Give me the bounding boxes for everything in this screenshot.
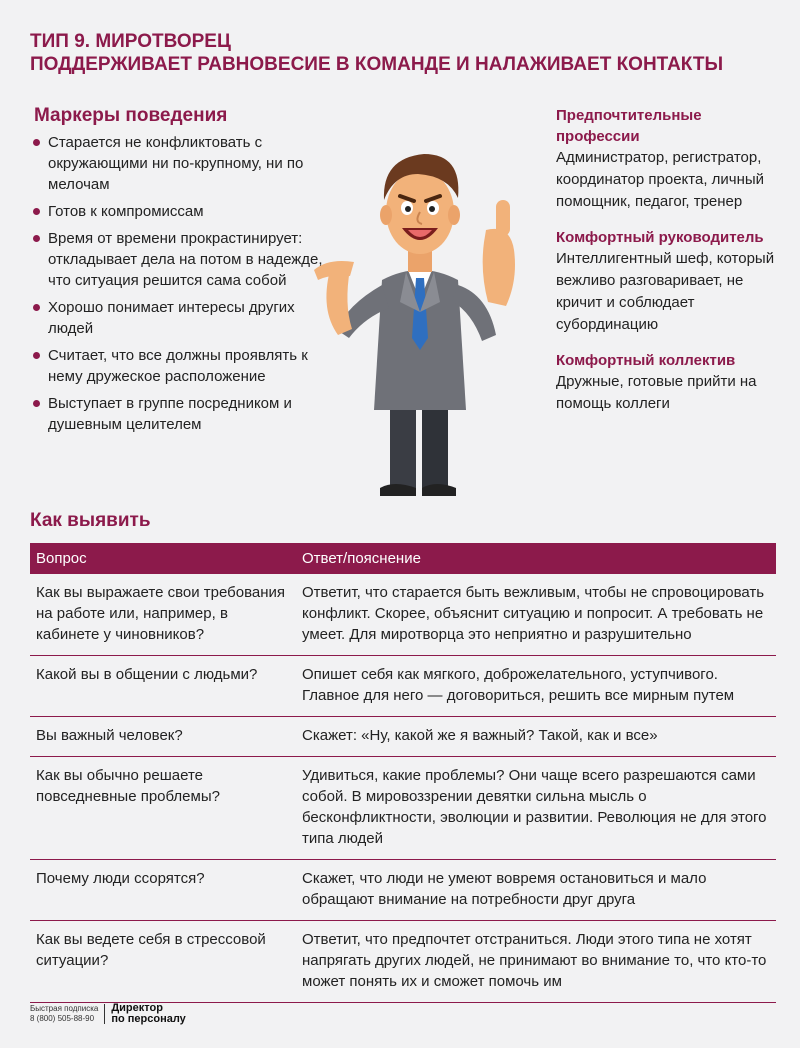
table-row (30, 656, 776, 717)
how-heading: Как выявить (30, 510, 151, 531)
question-cell: Вы важный человек? (30, 717, 296, 757)
answer-cell: Скажет: «Ну, какой же я важный? Такой, как и все» (296, 717, 776, 757)
table-row (30, 921, 776, 1003)
bullet-icon (33, 235, 40, 242)
brand-logo: Директор по персоналу (111, 1002, 186, 1025)
table-row (30, 717, 776, 757)
question-cell: Как вы обычно решаете повседневные проблемы? (30, 757, 296, 860)
footer-divider (104, 1004, 105, 1024)
bullet-icon (33, 208, 40, 215)
question-cell: Как вы ведете себя в стрессовой ситуации? (30, 921, 296, 1003)
answer-cell: Ответит, что старается быть вежливым, чтобы не спровоцировать конфликт. Скорее, объяснит ситуацию и попросит. А требовать не умеет. Для миротворца это неприятно и разрушительно (296, 574, 776, 656)
marker-item: Старается не конфликтовать с окружающими ни по-крупному, ни по мелочам (30, 132, 330, 195)
bullet-icon (33, 139, 40, 146)
team-heading: Комфортный коллектив (556, 352, 736, 369)
table-row (30, 860, 776, 921)
marker-item: Время от времени прокрастинирует: откладывает дела на потом в надежде, что ситуация решится сама собой (30, 228, 330, 291)
professions-heading: Предпочтительные профессии (556, 107, 702, 145)
marker-item: Готов к компромиссам (30, 201, 330, 222)
answer-cell: Опишет себя как мягкого, доброжелательного, уступчивого. Главное для него — договориться, решить все мирным путем (296, 656, 776, 717)
markers-list (30, 132, 330, 441)
bullet-icon (33, 304, 40, 311)
table-header-row (30, 543, 776, 574)
title-line-2: ПОДДЕРЖИВАЕТ РАВНОВЕСИЕ В КОМАНДЕ И НАЛАЖИВАЕТ КОНТАКТЫ (30, 54, 724, 75)
column-header-question: Вопрос (30, 543, 296, 574)
column-header-answer: Ответ/пояснение (296, 543, 776, 574)
bullet-icon (33, 352, 40, 359)
team-text: Дружные, готовые прийти на помощь коллеги (556, 373, 757, 412)
question-cell: Как вы выражаете свои требования на работе или, например, в кабинете у чиновников? (30, 574, 296, 656)
markers-heading: Маркеры поведения (34, 105, 228, 126)
question-cell: Какой вы в общении с людьми? (30, 656, 296, 717)
answer-cell: Удивиться, какие проблемы? Они чаще всего разрешаются сами собой. В мировоззрении девятки сильна мысль о бесконфликтности, эволюции и развитии. Революция не для этого типа людей (296, 757, 776, 860)
table-row (30, 757, 776, 860)
marker-item: Выступает в группе посредником и душевным целителем (30, 393, 330, 435)
title-line-1: ТИП 9. МИРОТВОРЕЦ (30, 31, 231, 52)
answer-cell: Ответит, что предпочтет отстраниться. Люди этого типа не хотят напрягать других людей, не принимают во внимание то, что кто-то может понять их и сможет помочь им (296, 921, 776, 1003)
bullet-icon (33, 400, 40, 407)
manager-heading: Комфортный руководитель (556, 229, 764, 246)
subscription-info (30, 1004, 98, 1024)
subscription-label: Быстрая подписка (30, 1004, 99, 1013)
marker-item: Хорошо понимает интересы других людей (30, 297, 330, 339)
answer-cell: Скажет, что люди не умеют вовремя остановиться и мало обращают внимание на потребности друг друга (296, 860, 776, 921)
professions-text: Администратор, регистратор, координатор проекта, личный помощник, педагог, тренер (556, 149, 765, 210)
manager-text: Интеллигентный шеф, который вежливо разговаривает, не кричит и соблюдает субординацию (556, 250, 775, 333)
businessman-illustration (310, 120, 530, 510)
question-cell: Почему люди ссорятся? (30, 860, 296, 921)
sidebar (556, 105, 786, 429)
subscription-phone: 8 (800) 505-88-90 (30, 1014, 95, 1023)
page-title (30, 30, 723, 76)
footer (30, 1003, 186, 1025)
table-row (30, 574, 776, 656)
marker-item: Считает, что все должны проявлять к нему дружеское расположение (30, 345, 330, 387)
qa-table (30, 543, 776, 1003)
